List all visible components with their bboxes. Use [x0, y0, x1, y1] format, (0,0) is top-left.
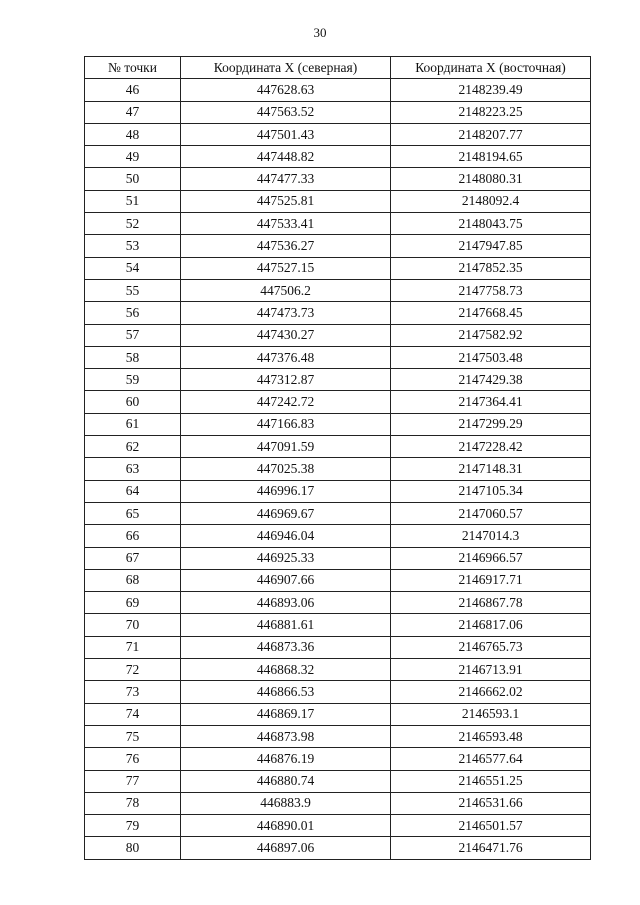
cell-point-number: 65	[85, 502, 181, 524]
cell-point-number: 73	[85, 681, 181, 703]
cell-coordinate-east: 2146966.57	[391, 547, 591, 569]
cell-coordinate-north: 447536.27	[181, 235, 391, 257]
header-coordinate-north: Координата X (северная)	[181, 57, 391, 79]
cell-point-number: 50	[85, 168, 181, 190]
cell-coordinate-east: 2146593.48	[391, 725, 591, 747]
table-row	[85, 569, 591, 591]
table-header-row	[85, 57, 591, 79]
cell-point-number: 66	[85, 525, 181, 547]
cell-coordinate-north: 446897.06	[181, 837, 391, 859]
table-row	[85, 436, 591, 458]
cell-coordinate-north: 447166.83	[181, 413, 391, 435]
cell-coordinate-north: 446868.32	[181, 659, 391, 681]
cell-coordinate-north: 447501.43	[181, 123, 391, 145]
table-row	[85, 168, 591, 190]
cell-point-number: 77	[85, 770, 181, 792]
page-number: 30	[313, 25, 327, 40]
cell-coordinate-north: 447628.63	[181, 79, 391, 101]
cell-point-number: 70	[85, 614, 181, 636]
cell-coordinate-east: 2147060.57	[391, 502, 591, 524]
cell-coordinate-north: 446893.06	[181, 592, 391, 614]
table-row	[85, 79, 591, 101]
table-body	[85, 79, 591, 859]
cell-coordinate-east: 2146662.02	[391, 681, 591, 703]
cell-coordinate-east: 2146867.78	[391, 592, 591, 614]
cell-coordinate-east: 2148239.49	[391, 79, 591, 101]
table-row	[85, 547, 591, 569]
cell-coordinate-east: 2147503.48	[391, 346, 591, 368]
cell-coordinate-north: 446925.33	[181, 547, 391, 569]
cell-coordinate-north: 446866.53	[181, 681, 391, 703]
table-row	[85, 725, 591, 747]
cell-point-number: 49	[85, 146, 181, 168]
cell-coordinate-east: 2147947.85	[391, 235, 591, 257]
table-row	[85, 837, 591, 859]
cell-coordinate-east: 2148207.77	[391, 123, 591, 145]
cell-point-number: 52	[85, 213, 181, 235]
table-row	[85, 502, 591, 524]
cell-coordinate-north: 447448.82	[181, 146, 391, 168]
table-row	[85, 123, 591, 145]
cell-coordinate-east: 2147228.42	[391, 436, 591, 458]
cell-coordinate-east: 2147852.35	[391, 257, 591, 279]
table-row	[85, 458, 591, 480]
cell-coordinate-north: 447473.73	[181, 302, 391, 324]
cell-coordinate-east: 2146917.71	[391, 569, 591, 591]
cell-coordinate-north: 446907.66	[181, 569, 391, 591]
cell-coordinate-north: 446946.04	[181, 525, 391, 547]
cell-point-number: 60	[85, 391, 181, 413]
table-row	[85, 480, 591, 502]
cell-point-number: 64	[85, 480, 181, 502]
cell-coordinate-east: 2148092.4	[391, 190, 591, 212]
cell-coordinate-east: 2146577.64	[391, 748, 591, 770]
cell-point-number: 59	[85, 369, 181, 391]
cell-coordinate-east: 2147014.3	[391, 525, 591, 547]
cell-coordinate-north: 447563.52	[181, 101, 391, 123]
cell-coordinate-east: 2147429.38	[391, 369, 591, 391]
cell-coordinate-east: 2147299.29	[391, 413, 591, 435]
cell-coordinate-east: 2146501.57	[391, 815, 591, 837]
table-row	[85, 681, 591, 703]
cell-point-number: 54	[85, 257, 181, 279]
table-row	[85, 592, 591, 614]
cell-coordinate-east: 2147364.41	[391, 391, 591, 413]
table-row	[85, 146, 591, 168]
table-row	[85, 101, 591, 123]
cell-point-number: 69	[85, 592, 181, 614]
cell-coordinate-north: 446881.61	[181, 614, 391, 636]
table-row	[85, 213, 591, 235]
table-row	[85, 792, 591, 814]
cell-point-number: 62	[85, 436, 181, 458]
table-row	[85, 659, 591, 681]
cell-point-number: 47	[85, 101, 181, 123]
table-row	[85, 770, 591, 792]
cell-point-number: 61	[85, 413, 181, 435]
cell-point-number: 56	[85, 302, 181, 324]
table-row	[85, 279, 591, 301]
coordinates-table	[84, 56, 591, 860]
cell-point-number: 75	[85, 725, 181, 747]
table-row	[85, 302, 591, 324]
table-row	[85, 703, 591, 725]
cell-coordinate-north: 446876.19	[181, 748, 391, 770]
cell-coordinate-east: 2147105.34	[391, 480, 591, 502]
table-row	[85, 324, 591, 346]
cell-point-number: 67	[85, 547, 181, 569]
cell-coordinate-east: 2148223.25	[391, 101, 591, 123]
cell-point-number: 63	[85, 458, 181, 480]
cell-coordinate-north: 447506.2	[181, 279, 391, 301]
table-row	[85, 525, 591, 547]
cell-coordinate-north: 446880.74	[181, 770, 391, 792]
table-row	[85, 614, 591, 636]
cell-point-number: 74	[85, 703, 181, 725]
cell-point-number: 76	[85, 748, 181, 770]
cell-point-number: 55	[85, 279, 181, 301]
cell-coordinate-north: 447525.81	[181, 190, 391, 212]
cell-coordinate-east: 2146531.66	[391, 792, 591, 814]
cell-coordinate-east: 2147148.31	[391, 458, 591, 480]
cell-coordinate-north: 447376.48	[181, 346, 391, 368]
table-row	[85, 748, 591, 770]
cell-coordinate-north: 447025.38	[181, 458, 391, 480]
cell-coordinate-east: 2147582.92	[391, 324, 591, 346]
cell-coordinate-north: 446869.17	[181, 703, 391, 725]
cell-point-number: 46	[85, 79, 181, 101]
cell-coordinate-east: 2146593.1	[391, 703, 591, 725]
cell-coordinate-east: 2147668.45	[391, 302, 591, 324]
table-row	[85, 391, 591, 413]
cell-point-number: 71	[85, 636, 181, 658]
cell-point-number: 48	[85, 123, 181, 145]
cell-coordinate-north: 447430.27	[181, 324, 391, 346]
cell-coordinate-north: 446873.36	[181, 636, 391, 658]
header-point-number: № точки	[85, 57, 181, 79]
cell-coordinate-north: 447312.87	[181, 369, 391, 391]
cell-coordinate-east: 2146765.73	[391, 636, 591, 658]
cell-point-number: 53	[85, 235, 181, 257]
table-row	[85, 235, 591, 257]
cell-coordinate-north: 446969.67	[181, 502, 391, 524]
cell-coordinate-north: 447091.59	[181, 436, 391, 458]
cell-coordinate-north: 447477.33	[181, 168, 391, 190]
cell-coordinate-east: 2148043.75	[391, 213, 591, 235]
cell-coordinate-east: 2148080.31	[391, 168, 591, 190]
cell-coordinate-north: 446873.98	[181, 725, 391, 747]
cell-point-number: 68	[85, 569, 181, 591]
table-row	[85, 413, 591, 435]
cell-point-number: 72	[85, 659, 181, 681]
cell-coordinate-east: 2146817.06	[391, 614, 591, 636]
table-row	[85, 369, 591, 391]
table-row	[85, 346, 591, 368]
cell-coordinate-east: 2146713.91	[391, 659, 591, 681]
cell-coordinate-north: 447527.15	[181, 257, 391, 279]
cell-coordinate-north: 446996.17	[181, 480, 391, 502]
table-row	[85, 636, 591, 658]
cell-coordinate-east: 2146471.76	[391, 837, 591, 859]
table-row	[85, 190, 591, 212]
cell-point-number: 78	[85, 792, 181, 814]
cell-coordinate-east: 2146551.25	[391, 770, 591, 792]
cell-coordinate-east: 2148194.65	[391, 146, 591, 168]
cell-coordinate-north: 446890.01	[181, 815, 391, 837]
cell-coordinate-east: 2147758.73	[391, 279, 591, 301]
cell-point-number: 79	[85, 815, 181, 837]
cell-point-number: 51	[85, 190, 181, 212]
cell-point-number: 58	[85, 346, 181, 368]
cell-coordinate-north: 446883.9	[181, 792, 391, 814]
cell-coordinate-north: 447533.41	[181, 213, 391, 235]
cell-point-number: 80	[85, 837, 181, 859]
cell-point-number: 57	[85, 324, 181, 346]
cell-coordinate-north: 447242.72	[181, 391, 391, 413]
table-row	[85, 257, 591, 279]
header-coordinate-east: Координата X (восточная)	[391, 57, 591, 79]
table-row	[85, 815, 591, 837]
